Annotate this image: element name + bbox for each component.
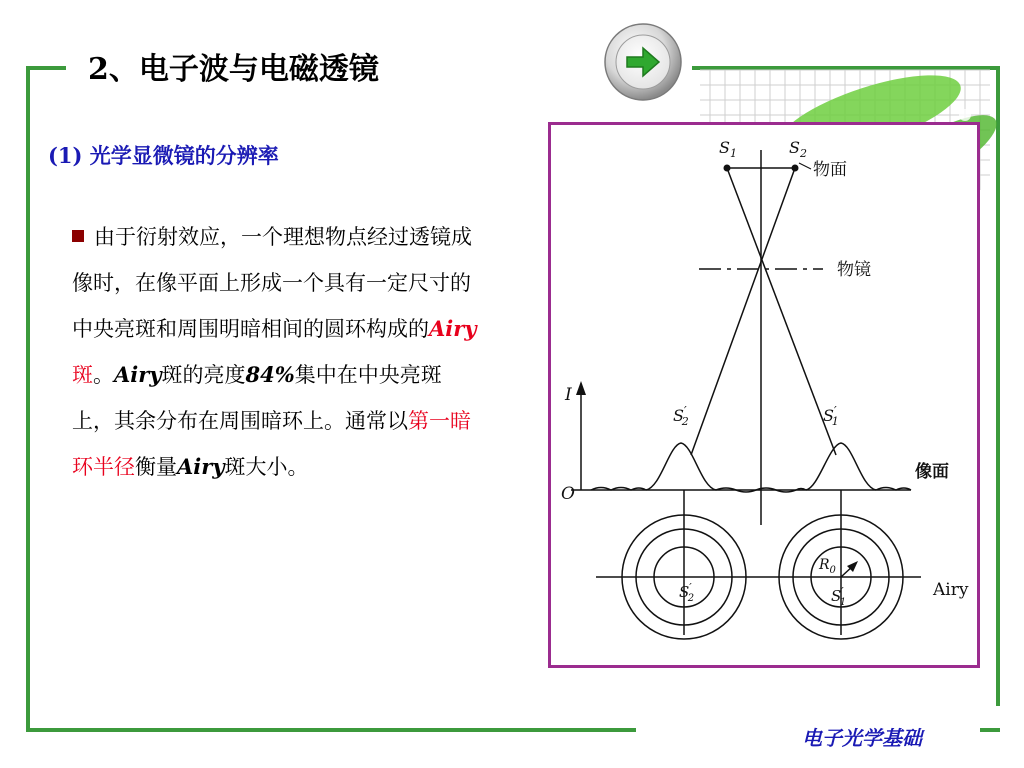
point-s1: [724, 165, 731, 172]
page-title: 2、电子波与电磁透镜: [88, 52, 379, 87]
point-s2: [792, 165, 799, 172]
text-part-2: 。: [93, 363, 114, 387]
svg-text:S′1: [831, 585, 846, 608]
label-s2-sub: 2: [799, 147, 807, 160]
section-subtitle: (1) 光学显微镜的分辨率: [48, 143, 279, 168]
svg-text:S′2: [673, 404, 689, 428]
diagram-svg: [551, 125, 977, 665]
label-s2-prime: S: [673, 406, 684, 425]
text-part-1: 由于衍射效应，一个理想物点经过透镜成像时，在像平面上形成一个具有一定尺寸的中央亮斑和周围明暗相间的圆环构成的: [72, 225, 472, 341]
label-s1-sub: 1: [729, 147, 737, 160]
arrow-right-icon: [603, 22, 683, 102]
label-object-plane: 物面: [813, 160, 847, 180]
label-ring-s1: S: [831, 587, 842, 605]
bullet-square-icon: [72, 230, 84, 242]
label-r0-sub: 0: [829, 565, 836, 576]
label-image-plane: 像面: [915, 462, 949, 482]
label-origin: O: [561, 484, 575, 504]
label-s2: S: [789, 138, 800, 157]
intensity-peak-s1: [806, 443, 876, 490]
svg-text:S′1: [823, 404, 839, 428]
svg-text:S′2: [679, 581, 694, 604]
label-ring-s2-sub: 2: [687, 593, 695, 604]
airy-term: Airy: [114, 362, 162, 387]
body-paragraph: [72, 214, 482, 490]
svg-text:S1: [719, 138, 737, 160]
label-s1-prime: S: [823, 406, 834, 425]
svg-text:S2: [789, 138, 807, 160]
frame-top-left: [26, 66, 66, 70]
label-ring-s1-sub: 1: [839, 597, 847, 608]
text-part-3: 斑的亮度: [161, 363, 246, 387]
label-prime-mark: ′: [689, 581, 692, 594]
intensity-peak-s2: [646, 443, 716, 490]
course-footer: 电子光学基础: [802, 726, 922, 750]
label-s2-prime-sub: 2: [681, 415, 689, 428]
label-prime-mark: ′: [683, 404, 687, 418]
label-airy: Airy: [933, 580, 969, 600]
text-part-6: 斑大小。: [224, 455, 309, 479]
airy-term: Airy: [429, 316, 477, 341]
frame-left: [26, 66, 30, 732]
next-slide-button[interactable]: [603, 22, 683, 102]
intensity-arrowhead: [576, 381, 586, 395]
text-part-5: 衡量: [135, 455, 177, 479]
label-s1-prime-sub: 1: [831, 415, 839, 428]
percent-value: 84%: [245, 362, 295, 387]
label-intensity: I: [565, 385, 572, 405]
label-prime-mark: ′: [841, 585, 844, 598]
ban-char: 斑: [72, 363, 93, 387]
label-objective-lens: 物镜: [837, 260, 871, 280]
frame-bottom-right: [980, 728, 1000, 732]
svg-text:R0: [818, 557, 837, 576]
label-s1: S: [719, 138, 730, 157]
label-ring-s2: S: [679, 583, 690, 601]
text-part-4: 集中在中央亮斑上，其余分布在周围暗环上。通常以: [72, 363, 442, 433]
airy-disk-diagram: [548, 122, 980, 668]
label-prime-mark: ′: [833, 404, 837, 418]
airy-term: Airy: [177, 454, 225, 479]
label-r0: R: [819, 557, 830, 573]
frame-bottom: [26, 728, 636, 732]
first-dark-ring-radius: 第一暗环半径: [72, 409, 471, 479]
